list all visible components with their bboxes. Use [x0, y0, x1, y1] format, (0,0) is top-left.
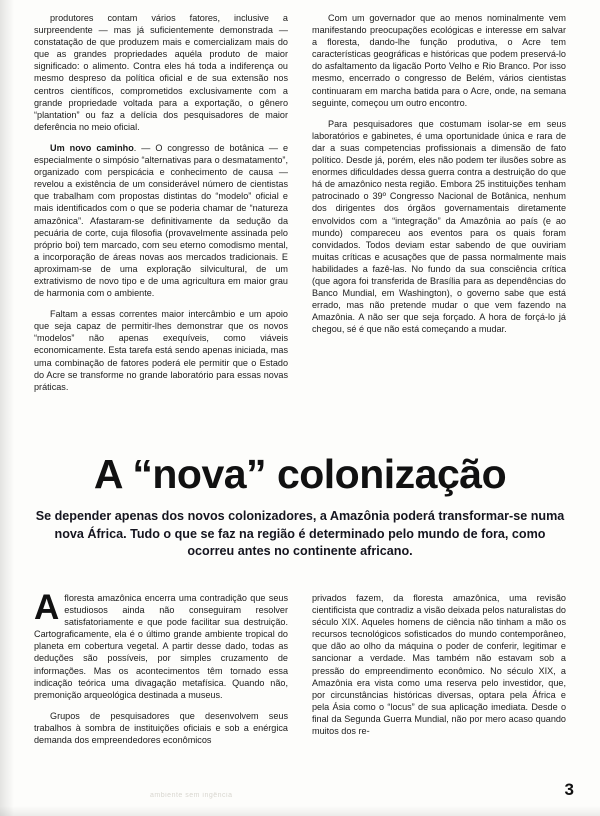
top-article-columns — [34, 12, 566, 393]
bottom-right-column — [312, 592, 566, 746]
paragraph: privados fazem, da floresta amazônica, uma revisão cientificista que contradiz a visão deixada pelos naturalistas do século XIX. Aqueles homens de ciência não tinham a mão os recursos tecnológicos sofisticados do mundo contemporâneo, que dão ao olho da máquina o poder de conferir, legitimar e sancionar a verdade. Mas também não estavam sob a pressão do empreendimento econômico. No século XIX, a Amazônia era vista como uma reserva pelo investidor, que, por circunstâncias históricas diversas, optara pela África e pela Ásia como o “locus” de sua aplicação imediata. Desde o final da Segunda Guerra Mundial, não por mero acaso quando muitos dos re- — [312, 593, 566, 737]
page-edge-shadow-bottom — [0, 806, 600, 816]
paragraph: Para pesquisadores que costumam isolar-se em seus laboratórios e gabinetes, é uma oportunidade única e rara de dar a suas competencias profissionais a dimensão de fato político. Desde já, porém, eles não podem ter ilusões sobre as enormes dificuldades dessa guerra contra a destruição do que há de amazônico nesta região. Embora 25 instituições tenham patrocinado o 39º Congresso Nacional de Botânica, nenhum dos dirigentes dos órgãos governamentais diretamente envolvidos com a “integração” da Amazônia ao país (e ao mundo) compareceu aos eventos para os quais foram convidados. Todos deviam estar sabendo de que ouviriam muitas críticas e acusações que de passa normalmente mais habilidades a fazê-las. No fundo da sua consciência crítica (que agora foi transferida de Brasília para as dependências do Banco Mundial, em Washington), o governo sabe que está errado, mas não pretende mudar o que vem fazendo na Amazônia. A não ser que seja forçado. A hora de forçá-lo já chegou, sé é que não está começando a mudar. — [312, 118, 566, 335]
paragraph-body: floresta amazônica encerra uma contradição que seus estudiosos ainda não conseguiram resolver satisfatoriamente e que pode facilitar sua destruição. Cartograficamente, ela é o último grande ambiente tropical do planeta em cobertura vegetal. A partir desse dado, todas as deduções são possíveis, por simples cruzamento de informações. Mas os acontecimentos têm tornado essa indicação teórica uma divagação metafísica. Quando não, premonição arqueológica destinada a museus. — [34, 593, 288, 700]
footer-watermark: ambiente sem ingência — [150, 792, 233, 799]
page-edge-shadow-left — [0, 0, 14, 816]
page-number: 3 — [564, 780, 574, 799]
page-title: A “nova” colonização — [93, 451, 507, 497]
paragraph-body: . — O congresso de botânica — e especialmente o simpósio “alternativas para o desmatamento”, organizado com perspicácia e conhecimento de causa — revelou a existência de um considerável número de cientistas que trabalham com propostas distintas do “modelo” oficial e mais identificados com o que se poderia chamar de “natureza amazônica”. Afastaram-se definitivamente da sedução da pecuária de corte, cuja filosofia (provavelmente assinada pelo próprio boi) tem marcado, com seu eterno comodismo mental, a incorporação de áreas novas aos mercados tradicionais. E aproximam-se de uma exploração silvicultural, de um extrativismo de novo tipo e de uma agricultura em maior grau de harmonia com o ambiente. — [34, 142, 289, 299]
bottom-left-column — [34, 588, 288, 746]
run-in-heading: Um novo caminho — [50, 142, 134, 153]
paragraph: produtores contam vários fatores, inclusive a surpreendente — mas já suficientemente demonstrada — constatação de que produzem mais e comercializam mais do que as grandes propriedades aquéla produto de maior significado: o alimento. Contra eles há toda a indiferença ou mesmo despreso da política oficial e de sua extensão nos centros científicos, comprometidos exclusivamente com a grande propriedade voltada para a exportação, o gênero “plantation” ou faz a delícia dos pesquisadores de maior deferência no meio oficial. — [34, 13, 288, 132]
paragraph-novo-caminho — [34, 142, 288, 299]
standfirst: Se depender apenas dos novos colonizadores, a Amazônia poderá transformar-se numa nova África. Tudo o que se faz na região é determinado pelo mundo de fora, como ocorreu antes no continente africano. — [35, 509, 565, 558]
paragraph: Faltam a essas correntes maior intercâmbio e um apoio que seja capaz de permitir-lhes demonstrar que os novos “modelos” não apenas exequíveis, como viáveis economicamente. Esta tarefa está sendo apenas iniciada, mas uma combinação de fatores poderá ele permitir que o Estado do Acre se transforme no grande laboratório para essas novas práticas. — [34, 309, 288, 392]
drop-cap: A — [34, 588, 60, 627]
paragraph-with-dropcap — [34, 588, 288, 701]
paragraph: Com um governador que ao menos nominalmente vem manifestando preocupações ecológicas e interesse em salvar a floresta, dando-lhe função produtiva, o Acre tem características geográficas e históricas que podem preservá-lo do asfaltamento da ligacão Porto Velho e Rio Branco. Por isso mesmo, encerrado o congresso de Belém, vários cientistas continuaram em marcha batida para o Acre, onde, na semana seguinte, começou um outro encontro. — [312, 13, 566, 108]
paragraph: Grupos de pesquisadores que desenvolvem seus trabalhos à sombra de instituições oficiais e sob a enérgica demanda dos empreendedores econômicos — [34, 710, 288, 746]
bottom-article-columns — [34, 588, 566, 746]
top-right-column — [312, 12, 566, 393]
top-left-column — [34, 12, 288, 393]
